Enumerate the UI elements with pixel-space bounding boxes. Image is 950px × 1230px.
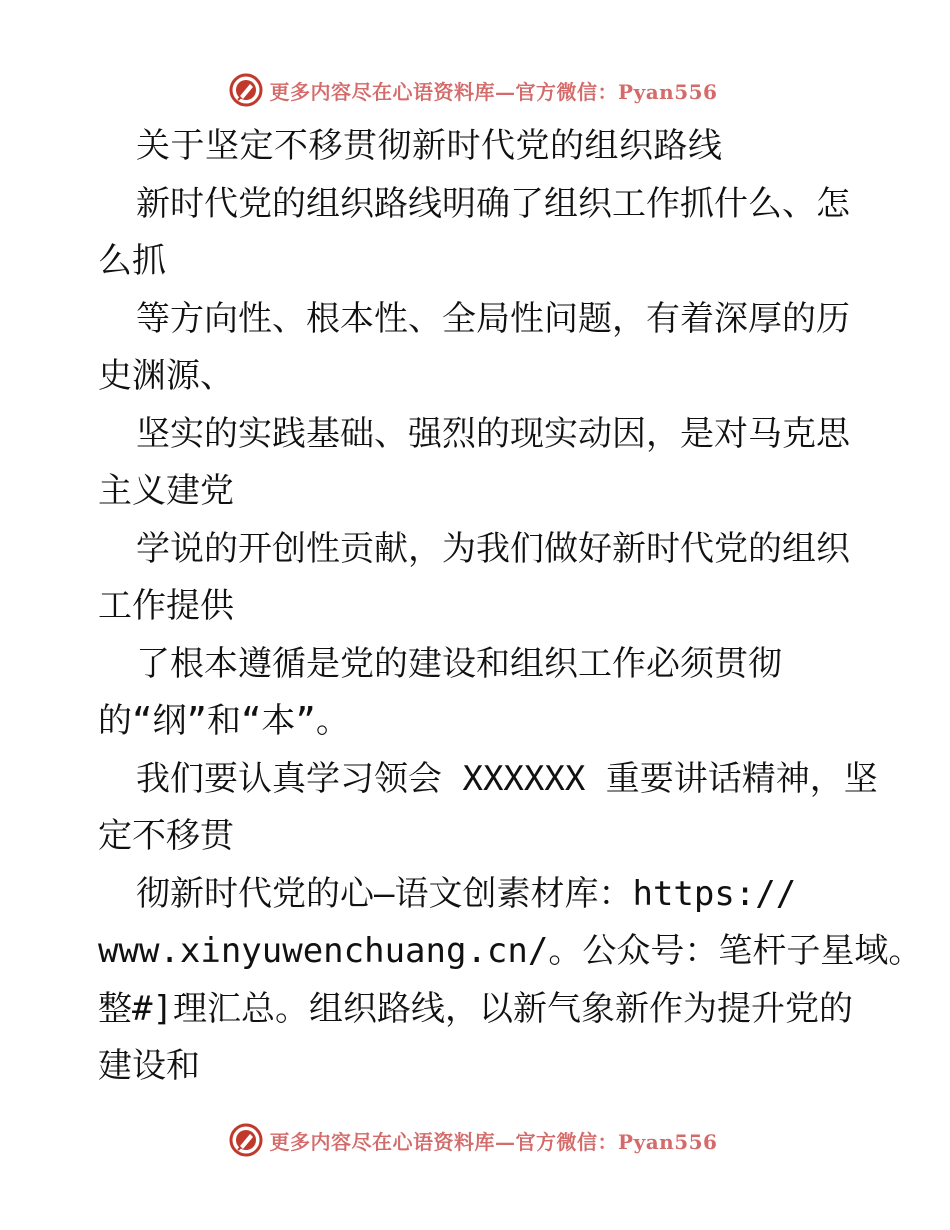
paragraph-line: 了根本遵循是党的建设和组织工作必须贯彻 — [136, 643, 782, 684]
header-watermark-banner — [0, 68, 950, 112]
paragraph-line: www.xinyuwenchuang.cn/。公众号：笔杆子星域。 — [98, 931, 923, 971]
document-title: 关于坚定不移贯彻新时代党的组织路线 — [136, 126, 723, 166]
paragraph-line: 建设和 — [98, 1046, 200, 1086]
paragraph-line: 坚实的实践基础、强烈的现实动因，是对马克思 — [136, 413, 850, 454]
paragraph-line: 彻新时代党的心—语文创素材库：https:// — [136, 873, 797, 914]
paragraph-line: 学说的开创性贡献，为我们做好新时代党的组织 — [136, 528, 850, 569]
header-watermark-text: 更多内容尽在心语资料库—官方微信：Pyan556 — [269, 79, 718, 104]
paragraph-line: 我们要认真学习领会 XXXXXX 重要讲话精神，坚 — [136, 758, 878, 799]
footer-watermark-text: 更多内容尽在心语资料库—官方微信：Pyan556 — [269, 1129, 718, 1154]
paragraph-line: 么抓 — [98, 241, 166, 281]
paragraph-line: 主义建党 — [98, 471, 234, 511]
paragraph-line: 等方向性、根本性、全局性问题，有着深厚的历 — [136, 298, 850, 339]
document-body — [98, 118, 923, 1096]
fountain-pen-logo-icon — [228, 72, 264, 108]
paragraph-line: 定不移贯 — [98, 816, 234, 856]
fountain-pen-logo-icon — [228, 1122, 264, 1158]
footer-watermark-banner — [0, 1118, 950, 1162]
paragraph-line: 工作提供 — [98, 586, 234, 626]
paragraph-line: 的“纲”和“本”。 — [98, 701, 350, 741]
paragraph-line: 整#]理汇总。组织路线，以新气象新作为提升党的 — [98, 988, 853, 1029]
paragraph-line: 史渊源、 — [98, 356, 234, 396]
paragraph-line: 新时代党的组织路线明确了组织工作抓什么、怎 — [136, 183, 850, 224]
